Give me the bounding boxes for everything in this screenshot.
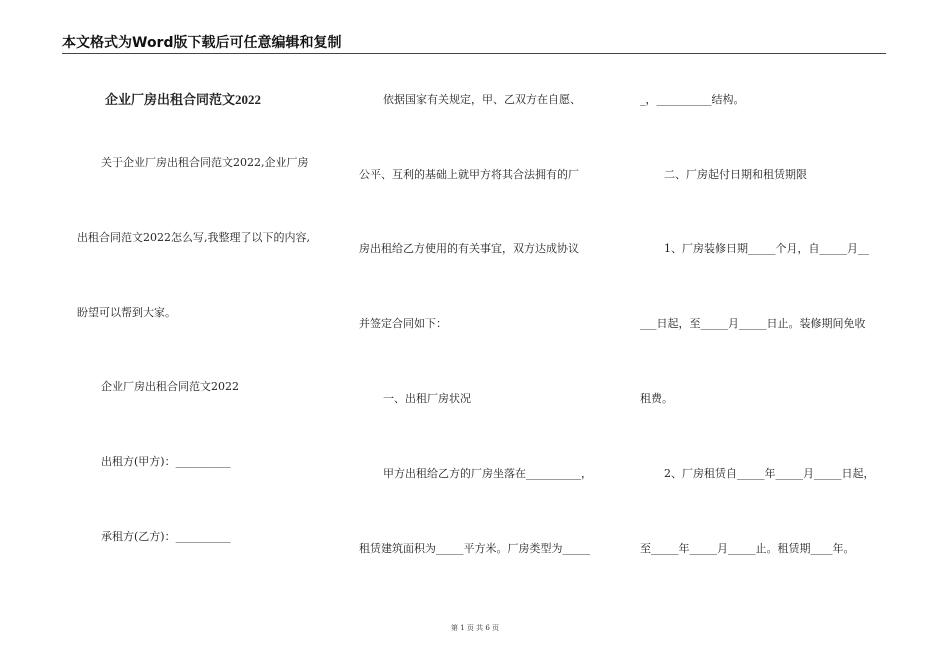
paragraph-line: 甲方出租给乙方的厂房坐落在__________，	[383, 467, 592, 480]
section-heading: 一、出租厂房状况	[383, 392, 471, 405]
paragraph-line: 2、厂房租赁自_____年_____月_____日起，	[664, 467, 875, 480]
paragraph-line: ___日起，至_____月_____日止。装修期间免收	[640, 317, 866, 330]
document-header: 本文格式为Word版下载后可任意编辑和复制	[62, 35, 342, 51]
lessor-line: 出租方(甲方)：__________	[101, 455, 231, 468]
lessee-line: 承租方(乙方)：__________	[101, 530, 231, 543]
paragraph-line: 依据国家有关规定，甲、乙双方在自愿、	[383, 93, 581, 106]
paragraph-line: 至_____年_____月_____止。租赁期____年。	[640, 542, 855, 555]
paragraph-line: 关于企业厂房出租合同范文2022,企业厂房	[101, 156, 309, 169]
paragraph-line: 出租合同范文2022怎么写,我整理了以下的内容,	[77, 231, 310, 244]
subtitle-line: 企业厂房出租合同范文2022	[101, 380, 239, 393]
document-title: 企业厂房出租合同范文2022	[105, 92, 262, 107]
paragraph-line: 盼望可以帮到大家。	[77, 306, 176, 319]
paragraph-line: 房出租给乙方使用的有关事宜，双方达成协议	[359, 242, 579, 255]
section-heading: 二、厂房起付日期和租赁期限	[664, 168, 807, 181]
paragraph-line: 并签定合同如下：	[359, 317, 447, 330]
paragraph-line: 租赁建筑面积为_____平方米。厂房类型为_____	[359, 542, 590, 555]
page-number: 第 1 页 共 6 页	[450, 624, 500, 632]
header-divider	[62, 53, 886, 54]
paragraph-line: 租费。	[640, 392, 673, 405]
paragraph-line: 公平、互利的基础上就甲方将其合法拥有的厂	[359, 168, 579, 181]
paragraph-line: 1、厂房装修日期_____个月，自_____月__	[664, 242, 869, 255]
paragraph-line: _，__________结构。	[640, 93, 745, 106]
